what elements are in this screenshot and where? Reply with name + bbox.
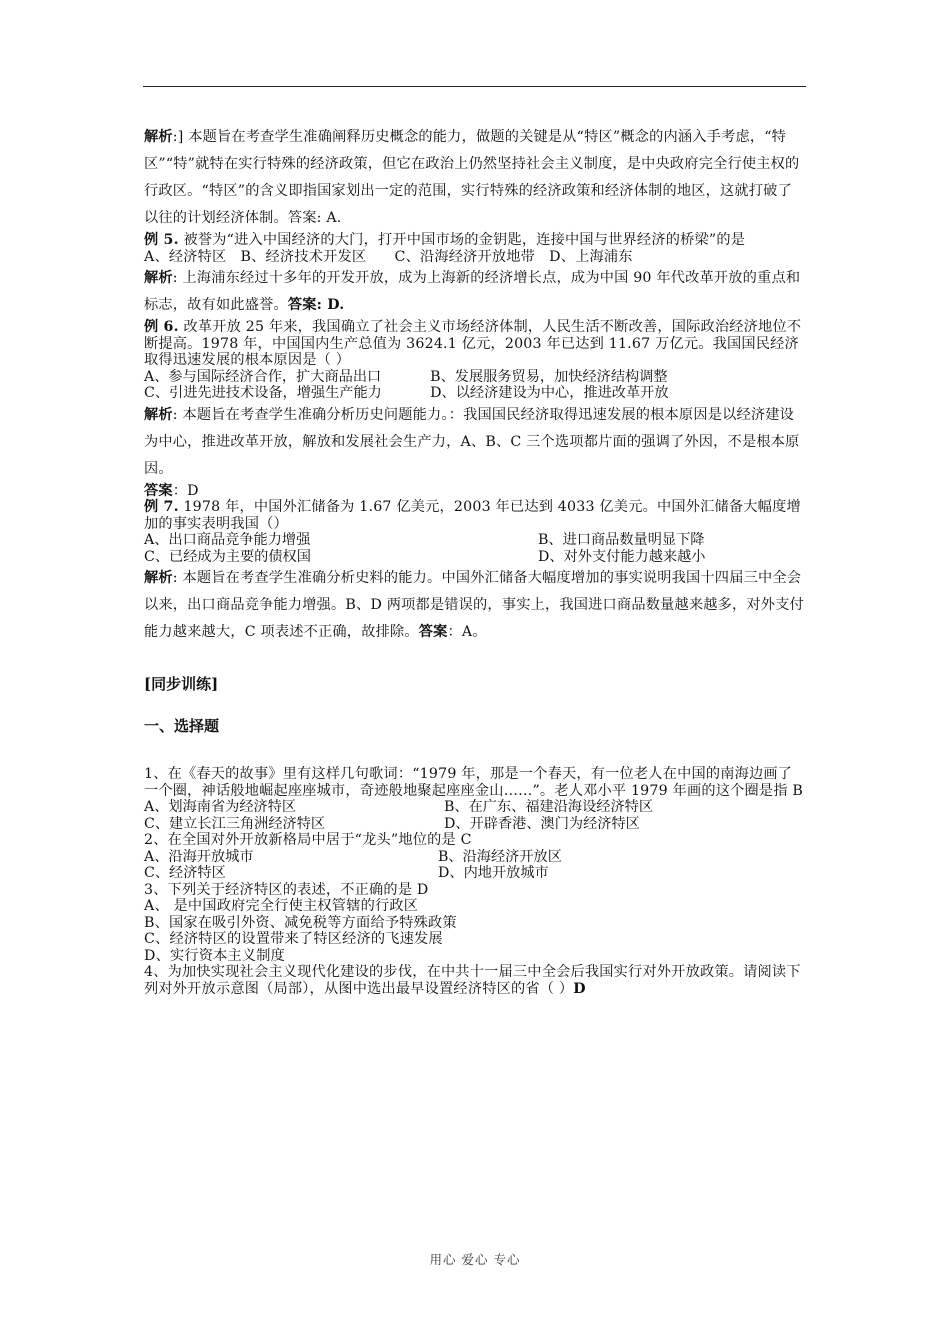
question-4-answer: D bbox=[573, 980, 586, 997]
option-row: A、参与国际经济合作，扩大商品出口 B、发展服务贸易，加快经济结构调整 bbox=[144, 368, 668, 385]
example-analysis: 解析: 本题旨在考查学生准确分析历史问题能力。：我国国民经济取得迅速发展的根本原因是以经济建设为中心，推进改革开放，解放和发展社会生产力，A、B、C 三个选项都片面的强调了外因，不是根本原因。 bbox=[144, 406, 800, 477]
option-row: A、划海南省为经济特区 B、在广东、福建沿海设经济特区 bbox=[144, 799, 654, 815]
option-line: B、国家在吸引外资、减免税等方面给予特殊政策 bbox=[144, 914, 457, 931]
option-row: C、建立长江三角洲经济特区 D、开辟香港、澳门为经济特区 bbox=[144, 815, 640, 832]
question-3-stem: 3、下列关于经济特区的表述，不正确的是 D bbox=[144, 881, 429, 898]
example-answer: 答案：D bbox=[144, 482, 199, 499]
question-2-stem: 2、在全国对外开放新格局中居于“龙头”地位的是 C bbox=[144, 832, 472, 848]
document-body bbox=[144, 124, 806, 997]
analysis-paragraph: 解析:] 本题旨在考查学生准确阐释历史概念的能力，做题的关键是从“特区”概念的内涵入手考虑，“特区”“特”就特在实行特殊的经济政策，但它在政治上仍然坚持社会主义制度，是中央政府完全行使主权的行政区。“特区”的含义即指国家划出一定的范围，实行特殊的经济政策和经济体制的地区，这就打破了以往的计划经济体制。答案: A. bbox=[144, 129, 800, 226]
option-line: C、经济特区的设置带来了特区经济的飞速发展 bbox=[144, 931, 443, 947]
example-analysis: 解析: 上海浦东经过十多年的开发开放，成为上海新的经济增长点，成为中国 90 年代改革开放的重点和标志，故有如此盛誉。答案: D. bbox=[144, 270, 801, 313]
example-analysis: 解析: 本题旨在考查学生准确分析史料的能力。中国外汇储备大幅度增加的事实说明我国十四届三中全会以来，出口商品竞争能力增强。B、D 两项都是错误的，事实上，我国进口商品数量越来越多，对外支付能力越来越大，C 项表述不正确，故排除。答案：A。 bbox=[144, 570, 804, 640]
option-row: A、出口商品竞争能力增强 B、进口商品数量明显下降 bbox=[144, 532, 705, 548]
option-row: A、沿海开放城市 B、沿海经济开放区 bbox=[144, 848, 562, 865]
question-4-stem: 4、为加快实现社会主义现代化建设的步伐，在中共十一届三中全会后我国实行对外开放政策。请阅读下列对外开放示意图（局部），从图中选出最早设置经济特区的省（ ）D bbox=[144, 964, 801, 997]
example-6 bbox=[144, 319, 806, 499]
option-row: C、经济特区 D、内地开放城市 bbox=[144, 865, 549, 881]
section-heading-choice: 一、选择题 bbox=[144, 717, 220, 735]
question-1-stem: 1、在《春天的故事》里有这样几句歌词：“1979 年，那是一个春天，有一位老人在中国的南海边画了一个圈，神话般地崛起座座城市，奇迹般地聚起座座金山……”。老人邓小平 1979 年画的这个圈是指 B bbox=[144, 766, 804, 799]
example-stem: 例 7. 1978 年，中国外汇储备为 1.67 亿美元，2003 年已达到 4033 亿美元。中国外汇储备大幅度增加的事实表明我国（） bbox=[144, 499, 801, 532]
example-5 bbox=[144, 232, 806, 319]
option-row: C、已经成为主要的债权国 D、对外支付能力越来越小 bbox=[144, 548, 706, 565]
option-row: C、引进先进技术设备，增强生产能力 D、以经济建设为中心，推进改革开放 bbox=[144, 385, 669, 401]
example-7 bbox=[144, 499, 806, 646]
header-rule bbox=[143, 86, 806, 87]
option-line: D、实行资本主义制度 bbox=[144, 947, 286, 964]
section-heading-sync-training: [同步训练] bbox=[144, 675, 219, 693]
example-stem: 例 5. 被誉为“进入中国经济的大门，打开中国市场的金钥匙，连接中国与世界经济的桥梁”的是 bbox=[144, 232, 746, 248]
question-list bbox=[144, 766, 806, 997]
page-footer: 用心 爱心 专心 bbox=[429, 1252, 521, 1267]
example-stem: 例 6. 改革开放 25 年来，我国确立了社会主义市场经济体制，人民生活不断改善，国际政治经济地位不断提高。1978 年，中国国内生产总值为 3624.1 亿元，2003 年已达到 11.67 万亿元。我国国民经济取得迅速发展的根本原因是（ ） bbox=[144, 319, 802, 368]
example-options: A、经济特区 B、经济技术开发区 C、沿海经济开放地带 D、上海浦东 bbox=[144, 248, 633, 265]
option-line: A、 是中国政府完全行使主权管辖的行政区 bbox=[144, 898, 419, 914]
